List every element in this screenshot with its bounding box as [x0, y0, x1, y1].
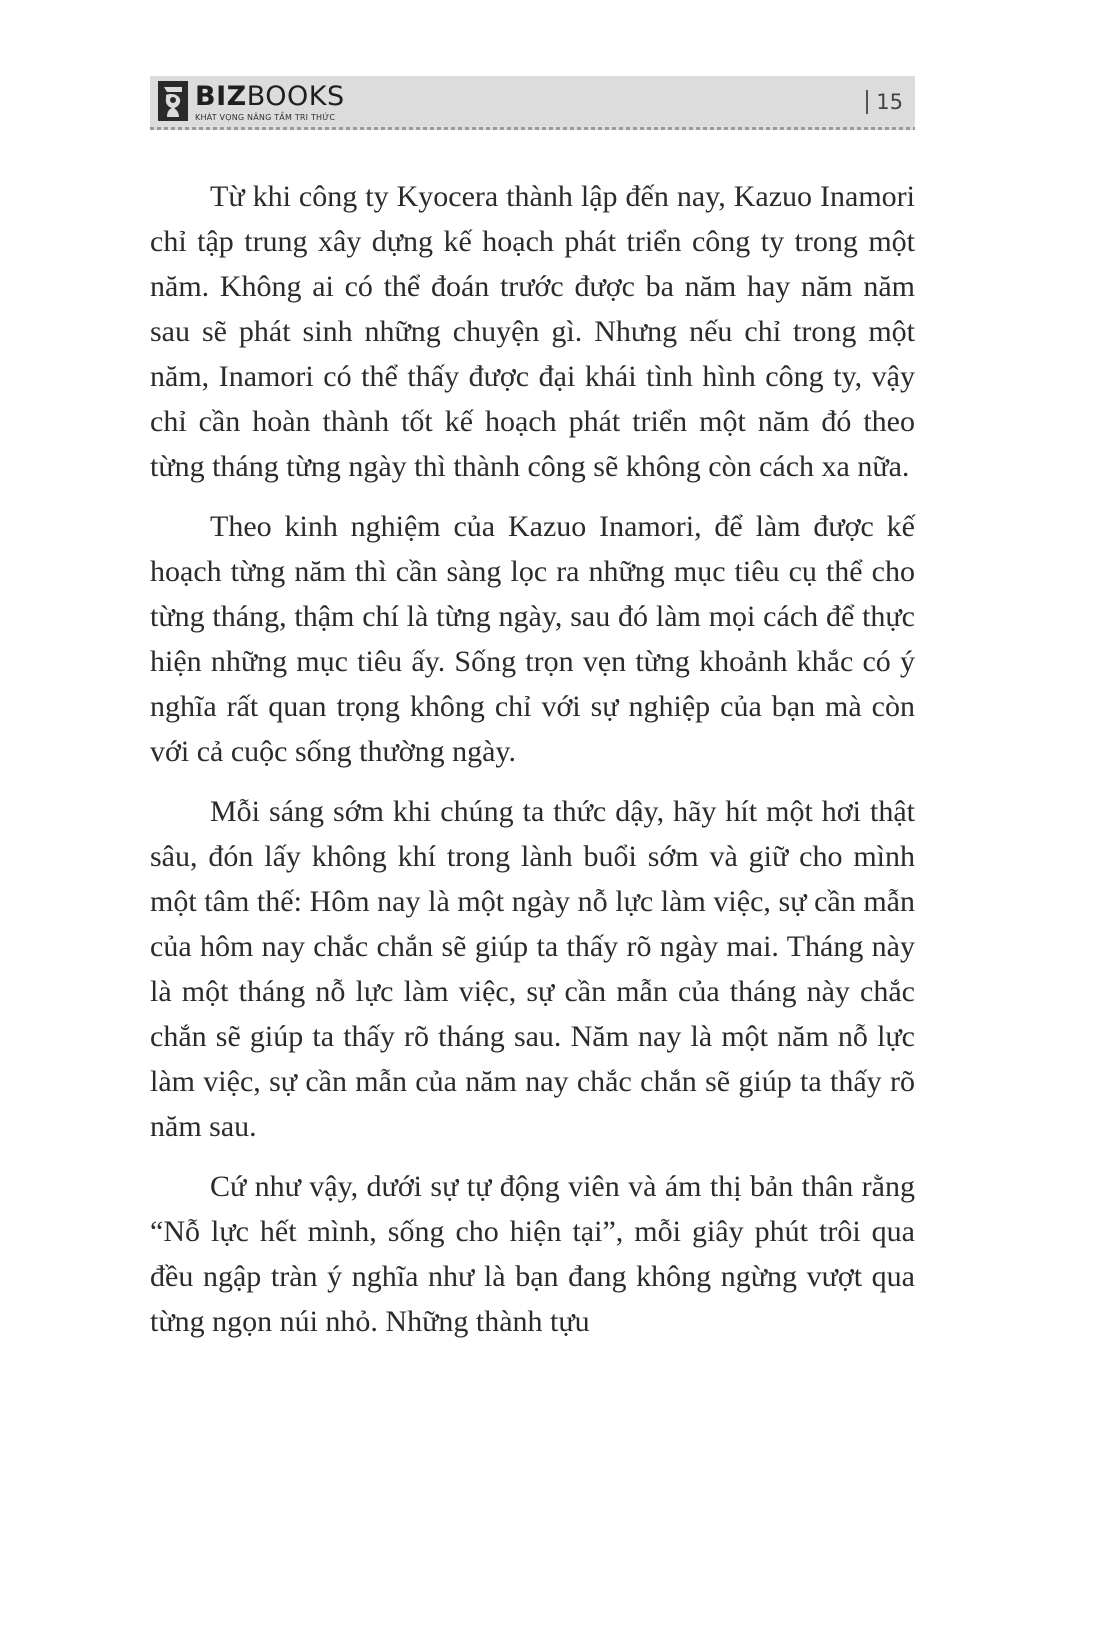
header-dashed-border — [150, 127, 915, 130]
page-header — [150, 76, 915, 130]
body-text — [150, 174, 915, 1359]
brand-light: BOOKS — [246, 81, 345, 112]
page-number-divider — [866, 90, 868, 114]
bizbooks-logo-icon — [158, 81, 188, 121]
paragraph-3: Mỗi sáng sớm khi chúng ta thức dậy, hãy hít một hơi thật sâu, đón lấy không khí trong lành buổi sớm và giữ cho mình một tâm thế: Hôm nay là một ngày nỗ lực làm việc, sự cần mẫn của hôm nay chắc chắn sẽ giúp ta thấy rõ ngày mai. Tháng này là một tháng nỗ lực làm việc, sự cần mẫn của tháng này chắc chắn sẽ giúp ta thấy rõ tháng sau. Năm nay là một năm nỗ lực làm việc, sự cần mẫn của năm nay chắc chắn sẽ giúp ta thấy rõ năm sau. — [150, 795, 915, 1143]
page-number: 15 — [876, 90, 903, 114]
page-number-block — [866, 89, 903, 115]
brand-bold: BIZ — [195, 81, 247, 112]
brand-slogan: KHÁT VỌNG NÂNG TẦM TRI THỨC — [195, 113, 336, 122]
brand-wordmark — [195, 82, 345, 112]
paragraph-4: Cứ như vậy, dưới sự tự động viên và ám thị bản thân rằng “Nỗ lực hết mình, sống cho hiện tại”, mỗi giây phút trôi qua đều ngập tràn ý nghĩa như là bạn đang không ngừng vượt qua từng ngọn núi nhỏ. Những thành tựu — [150, 1170, 915, 1338]
paragraph-1: Từ khi công ty Kyocera thành lập đến nay, Kazuo Inamori chỉ tập trung xây dựng kế hoạch phát triển công ty trong một năm. Không ai có thể đoán trước được ba năm hay năm năm sau sẽ phát sinh những chuyện gì. Nhưng nếu chỉ trong một năm, Inamori có thể thấy được đại khái tình hình công ty, vậy chỉ cần hoàn thành tốt kế hoạch phát triển một năm đó theo từng tháng từng ngày thì thành công sẽ không còn cách xa nữa. — [150, 180, 915, 483]
paragraph-2: Theo kinh nghiệm của Kazuo Inamori, để làm được kế hoạch từng năm thì cần sàng lọc ra những mục tiêu cụ thể cho từng tháng, thậm chí là từng ngày, sau đó làm mọi cách để thực hiện những mục tiêu ấy. Sống trọn vẹn từng khoảnh khắc có ý nghĩa rất quan trọng không chỉ với sự nghiệp của bạn mà còn với cả cuộc sống thường ngày. — [150, 510, 915, 768]
